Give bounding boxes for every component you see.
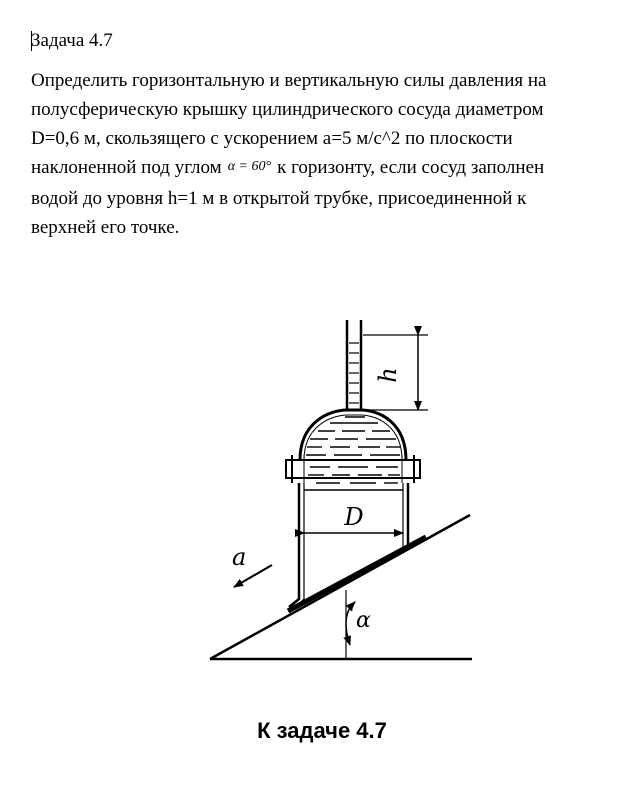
water-hatching	[306, 417, 400, 483]
text-fragment: наклоненной под углом	[31, 157, 222, 178]
inclined-plane	[210, 515, 470, 659]
text-line: Определить горизонтальную и вертикальную силы давления на	[31, 70, 547, 91]
text-fragment: к горизонту, если сосуд заполнен	[277, 157, 545, 178]
text-line: верхней его точке.	[31, 217, 180, 238]
d-label: D	[344, 503, 364, 531]
alpha-label: α	[356, 608, 371, 633]
text-line: D=0,6 м, скользящего с ускорением a=5 м/с^2 по плоскости	[31, 128, 513, 149]
h-label: h	[374, 367, 402, 383]
a-label: a	[232, 543, 247, 571]
problem-statement	[31, 66, 631, 242]
plane-contact	[288, 537, 426, 611]
text-line: водой до уровня h=1 м в открытой трубке, присоединенной к	[31, 188, 527, 209]
page-title: Задача 4.7	[31, 30, 113, 51]
tube-hatching	[349, 343, 359, 403]
figure-caption: К задаче 4.7	[257, 718, 387, 743]
vessel-diagram	[200, 315, 490, 675]
angle-arc	[346, 602, 355, 645]
angle-formula: α = 60°	[227, 159, 272, 174]
text-line-with-formula	[31, 153, 631, 184]
vessel-left-wall	[289, 483, 299, 607]
text-line: полусферическую крышку цилиндрического сосуда диаметром	[31, 99, 544, 120]
